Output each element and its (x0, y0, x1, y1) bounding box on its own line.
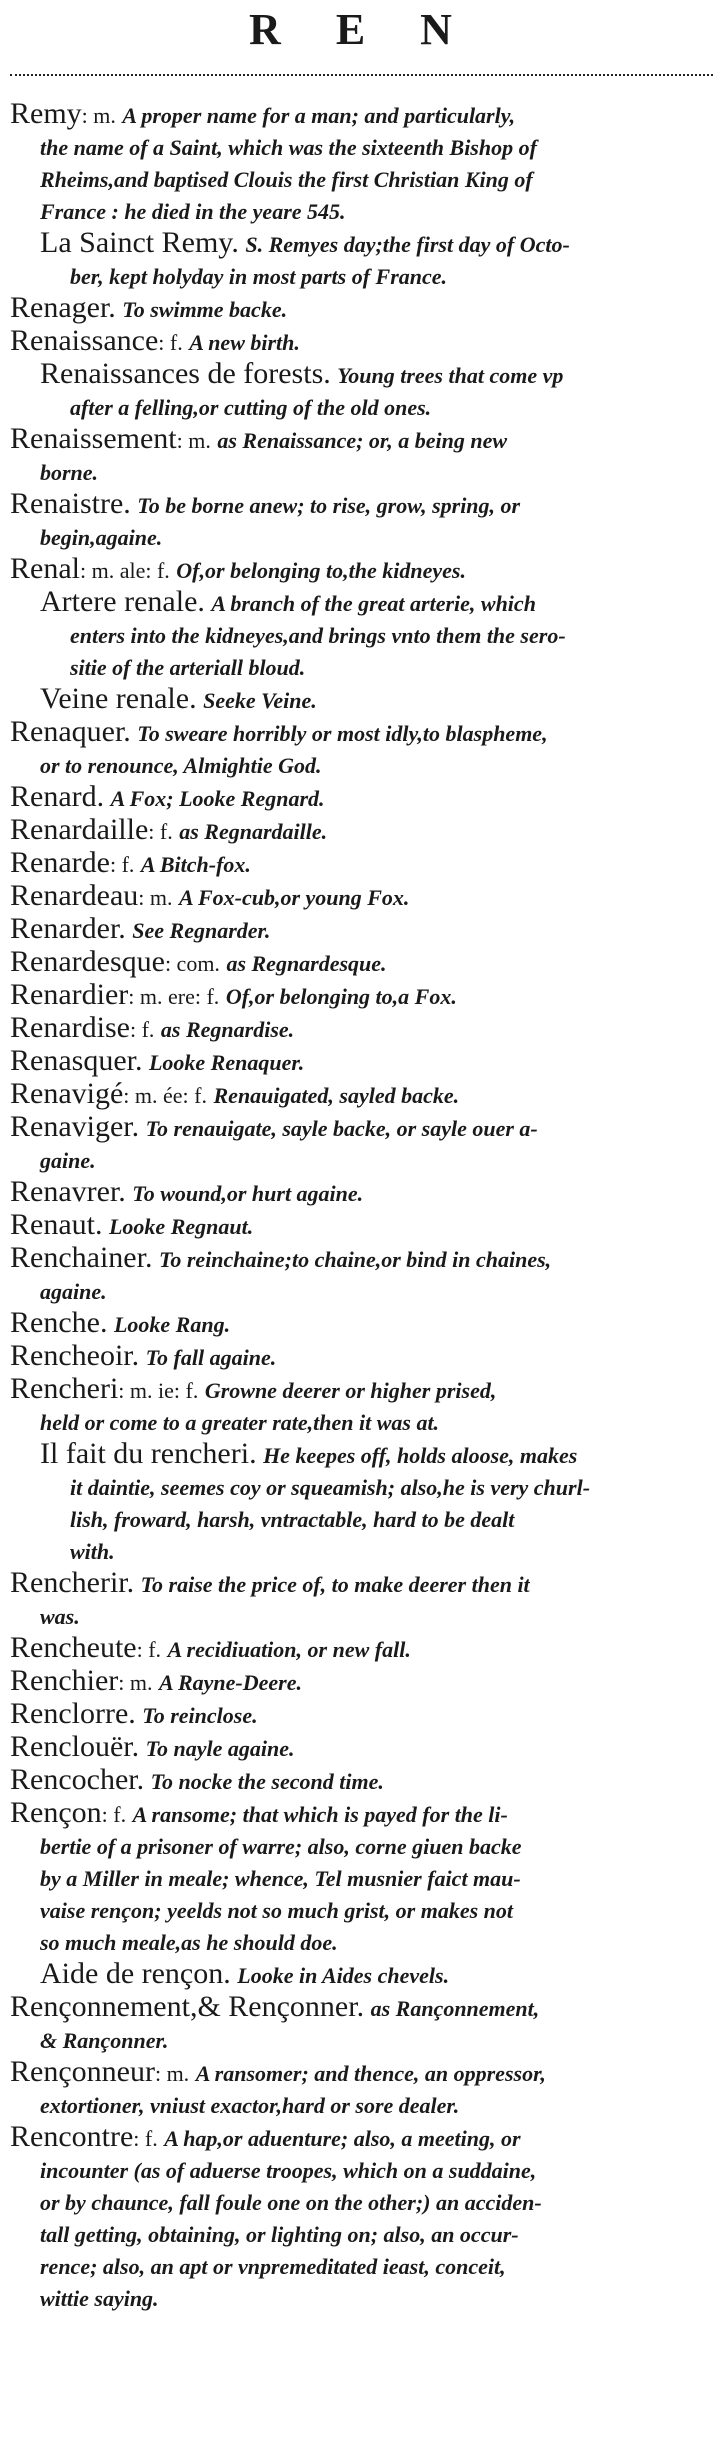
headword: Renager. (10, 291, 116, 324)
headword: Renard. (10, 780, 105, 813)
headword: Rençon (10, 1796, 102, 1829)
definition-text: it daintie, seemes coy or squeamish; also,he is very churl- (70, 1475, 591, 1500)
dictionary-entry (10, 781, 716, 814)
definition-text: A proper name for a man; and particularly, (122, 103, 516, 128)
definition-text: againe. (40, 1279, 107, 1304)
headword: Renardier (10, 978, 129, 1011)
headword: Renaissement (10, 422, 177, 455)
entry-continuation-line (10, 2282, 716, 2314)
entry-first-line (10, 716, 716, 749)
entry-first-line (40, 1438, 716, 1471)
dictionary-entry (10, 1731, 716, 1764)
definition-text: or by chaunce, fall foule one on the other;) an acciden- (40, 2190, 542, 2215)
entry-first-line (40, 227, 716, 260)
definition-text: as Rançonnement, (370, 1996, 540, 2021)
grammar-label: : m. (176, 428, 211, 453)
definition-text: after a felling,or cutting of the old ones. (70, 395, 432, 420)
entry-continuation-line (10, 2154, 716, 2186)
dictionary-entry (10, 814, 716, 847)
dictionary-entry (10, 847, 716, 880)
grammar-label: : m. (118, 1670, 153, 1695)
dictionary-entry (10, 1242, 716, 1307)
headword: Renasquer. (10, 1044, 143, 1077)
grammar-label: : f. (133, 2126, 158, 2151)
grammar-label: : m. ale: f. (79, 558, 170, 583)
headword: Rencontre (10, 2120, 134, 2153)
definition-text: To wound,or hurt againe. (132, 1181, 364, 1206)
definition-text: held or come to a greater rate,then it was at. (40, 1410, 440, 1435)
entry-first-line (10, 488, 716, 521)
entry-continuation-line (40, 391, 716, 423)
entry-first-line (10, 1111, 716, 1144)
definition-text: or to renounce, Almightie God. (40, 753, 322, 778)
grammar-label: : f. (129, 1017, 155, 1042)
headword: Renche. (10, 1306, 108, 1339)
headword: Artere renale. (40, 585, 205, 618)
entry-continuation-line (10, 2218, 716, 2250)
entry-first-line (10, 1209, 716, 1242)
definition-text: begin,againe. (40, 525, 163, 550)
definition-text: See Regnarder. (132, 918, 271, 943)
entry-continuation-line (40, 651, 716, 683)
dictionary-entry (10, 1567, 716, 1632)
definition-text: Young trees that come vp (337, 363, 564, 388)
entry-first-line (10, 1632, 716, 1665)
definition-text: To sweare horribly or most idly,to blaspheme, (137, 721, 548, 746)
definition-text: A branch of the great arterie, which (211, 591, 536, 616)
definition-text: tall getting, obtaining, or lighting on; also, an occur- (40, 2222, 519, 2247)
definition-text: as Regnardise. (160, 1017, 295, 1042)
definition-text: enters into the kidneyes,and brings vnto them the sero- (70, 623, 566, 648)
definition-text: A Fox; Looke Regnard. (110, 786, 325, 811)
dictionary-entry (10, 979, 716, 1012)
definition-text: Looke Rang. (113, 1312, 231, 1337)
grammar-label: : m. ie: f. (118, 1378, 199, 1403)
definition-text: incounter (as of aduerse troopes, which on a suddaine, (40, 2158, 537, 2183)
entry-continuation-line (10, 1894, 716, 1926)
definition-text: & Rançonner. (40, 2028, 169, 2053)
sub-entry (10, 683, 716, 716)
entry-continuation-line (10, 1144, 716, 1176)
sub-entry (10, 227, 716, 292)
entry-first-line (40, 358, 716, 391)
definition-text: A recidiuation, or new fall. (167, 1637, 411, 1662)
entry-continuation-line (10, 2089, 716, 2121)
entry-first-line (10, 880, 716, 913)
entry-first-line (10, 98, 716, 131)
dictionary-entry (10, 1209, 716, 1242)
entry-continuation-line (10, 1862, 716, 1894)
definition-text: To swimme backe. (122, 297, 288, 322)
entry-continuation-line (40, 619, 716, 651)
entry-first-line (10, 781, 716, 814)
definition-text: To raise the price of, to make deerer then it (140, 1572, 530, 1597)
dictionary-entry (10, 946, 716, 979)
definition-text: Looke Renaquer. (148, 1050, 305, 1075)
dictionary-entry (10, 1797, 716, 1958)
entry-continuation-line (10, 131, 716, 163)
entry-first-line (10, 292, 716, 325)
entry-first-line (10, 1307, 716, 1340)
page-header: R E N (249, 5, 474, 54)
headword: La Sainct Remy. (40, 226, 239, 259)
dictionary-entry (10, 1012, 716, 1045)
entry-continuation-line (10, 1406, 716, 1438)
headword: Rencocher. (10, 1763, 145, 1796)
entry-first-line (10, 553, 716, 586)
grammar-label: : m. ée: f. (123, 1083, 207, 1108)
headword: Rencheoir. (10, 1339, 140, 1372)
definition-text: with. (70, 1539, 115, 1564)
entry-first-line (10, 1078, 716, 1111)
headword: Renarder. (10, 912, 126, 945)
entry-first-line (10, 913, 716, 946)
header-rule (10, 74, 713, 76)
grammar-label: : m. (81, 103, 116, 128)
definition-text: wittie saying. (40, 2286, 159, 2311)
headword: Renardesque (10, 945, 165, 978)
definition-text: lish, froward, harsh, vntractable, hard to be dealt (70, 1507, 515, 1532)
sub-entry (10, 358, 716, 423)
dictionary-entry (10, 2121, 716, 2314)
definition-text: as Renaissance; or, a being new (217, 428, 508, 453)
sub-entry (10, 1958, 716, 1991)
dictionary-entry (10, 1045, 716, 1078)
dictionary-entry (10, 1340, 716, 1373)
dictionary-entry (10, 1373, 716, 1438)
headword: Renclorre. (10, 1697, 136, 1730)
headword: Renaut. (10, 1208, 103, 1241)
entry-first-line (10, 325, 716, 358)
entry-first-line (40, 1958, 716, 1991)
dictionary-entry (10, 716, 716, 781)
headword: Renclouër. (10, 1730, 140, 1763)
dictionary-entry (10, 488, 716, 553)
entry-first-line (40, 683, 716, 716)
definition-text: Looke Regnaut. (108, 1214, 254, 1239)
definition-text: To renauigate, sayle backe, or sayle ouer a- (145, 1116, 538, 1141)
entry-first-line (10, 946, 716, 979)
entry-first-line (10, 1045, 716, 1078)
headword: Rençonnement,& Rençonner. (10, 1990, 365, 2023)
headword: Rençonneur (10, 2055, 155, 2088)
headword: Renaviger. (10, 1110, 140, 1143)
definition-text: so much meale,as he should doe. (40, 1930, 338, 1955)
definition-text: Seeke Veine. (203, 688, 317, 713)
definition-text: To fall againe. (145, 1345, 277, 1370)
definition-text: gaine. (40, 1148, 96, 1173)
dictionary-entry (10, 1991, 716, 2056)
headword: Aide de rençon. (40, 1957, 231, 1990)
headword: Renaissance (10, 324, 159, 357)
headword: Renarde (10, 846, 110, 879)
headword: Rencherir. (10, 1566, 135, 1599)
definition-text: A Fox-cub,or young Fox. (179, 885, 410, 910)
dictionary-entry (10, 1632, 716, 1665)
dictionary-entry (10, 423, 716, 488)
entry-continuation-line (10, 1275, 716, 1307)
entry-continuation-line (10, 195, 716, 227)
entry-first-line (10, 1242, 716, 1275)
headword: Renchainer. (10, 1241, 153, 1274)
definition-text: A ransome; that which is payed for the li- (132, 1802, 508, 1827)
dictionary-entry (10, 1307, 716, 1340)
grammar-label: : m. ere: f. (128, 984, 220, 1009)
entry-first-line (10, 1991, 716, 2024)
entry-first-line (10, 423, 716, 456)
grammar-label: : f. (158, 330, 183, 355)
definition-text: Looke in Aides chevels. (237, 1963, 450, 1988)
sub-entry (10, 1438, 716, 1567)
definition-text: ber, kept holyday in most parts of France. (70, 264, 448, 289)
dictionary-entry (10, 98, 716, 227)
headword: Renchier (10, 1664, 119, 1697)
entry-first-line (10, 1731, 716, 1764)
headword: Veine renale. (40, 682, 197, 715)
headword: Renaistre. (10, 487, 131, 520)
headword: Remy (10, 97, 82, 130)
headword: Renardeau (10, 879, 139, 912)
entry-first-line (10, 1698, 716, 1731)
dictionary-entry (10, 913, 716, 946)
definition-text: A ransomer; and thence, an oppressor, (195, 2061, 546, 2086)
grammar-label: : f. (109, 852, 135, 877)
grammar-label: : m. (138, 885, 173, 910)
headword: Rencheute (10, 1631, 137, 1664)
grammar-label: : f. (148, 819, 173, 844)
definition-text: A Rayne-Deere. (159, 1670, 302, 1695)
definition-text: rence; also, an apt or vnpremeditated ieast, conceit, (40, 2254, 506, 2279)
entry-continuation-line (10, 749, 716, 781)
definition-text: sitie of the arteriall bloud. (70, 655, 306, 680)
grammar-label: : m. (154, 2061, 190, 2086)
definition-text: He keepes off, holds aloose, makes (263, 1443, 578, 1468)
dictionary-entry (10, 292, 716, 325)
dictionary-entry (10, 1698, 716, 1731)
entry-first-line (10, 1764, 716, 1797)
entry-first-line (10, 1340, 716, 1373)
definition-text: borne. (40, 460, 99, 485)
entry-first-line (10, 1012, 716, 1045)
entry-first-line (10, 979, 716, 1012)
entry-continuation-line (10, 2250, 716, 2282)
entry-first-line (10, 1797, 716, 1830)
entry-first-line (10, 1176, 716, 1209)
entry-first-line (10, 1373, 716, 1406)
definition-text: A Bitch-fox. (140, 852, 251, 877)
entry-continuation-line (10, 1926, 716, 1958)
entry-continuation-line (10, 1600, 716, 1632)
definition-text: the name of a Saint, which was the sixteenth Bishop of (40, 135, 537, 160)
entry-first-line (40, 586, 716, 619)
entry-continuation-line (10, 163, 716, 195)
sub-entry (10, 586, 716, 683)
dictionary-entry (10, 553, 716, 586)
definition-text: To nayle againe. (145, 1736, 295, 1761)
entry-first-line (10, 2121, 716, 2154)
entry-continuation-line (10, 2024, 716, 2056)
entry-first-line (10, 1567, 716, 1600)
entry-first-line (10, 2056, 716, 2089)
definition-text: Renauigated, sayled backe. (213, 1083, 460, 1108)
entry-first-line (10, 814, 716, 847)
definition-text: Of,or belonging to,a Fox. (225, 984, 457, 1009)
dictionary-entry (10, 880, 716, 913)
definition-text: as Regnardesque. (226, 951, 387, 976)
definition-text: Of,or belonging to,the kidneyes. (176, 558, 466, 583)
definition-text: France : he died in the yeare 545. (40, 199, 346, 224)
headword: Il fait du rencheri. (40, 1437, 257, 1470)
grammar-label: : com. (164, 951, 220, 976)
entry-first-line (10, 847, 716, 880)
dictionary-entry (10, 1665, 716, 1698)
dictionary-entry (10, 1176, 716, 1209)
definition-text: bertie of a prisoner of warre; also, corne giuen backe (40, 1834, 522, 1859)
entry-continuation-line (40, 1471, 716, 1503)
definition-text: To reinchaine;to chaine,or bind in chaines, (158, 1247, 552, 1272)
headword: Renal (10, 552, 80, 585)
headword: Rencheri (10, 1372, 119, 1405)
dictionary-entry (10, 1111, 716, 1176)
entry-continuation-line (10, 521, 716, 553)
headword: Renardaille (10, 813, 149, 846)
entry-continuation-line (40, 1535, 716, 1567)
entry-continuation-line (40, 260, 716, 292)
definition-text: was. (40, 1604, 80, 1629)
definition-text: A new birth. (189, 330, 300, 355)
definition-text: Growne deerer or higher prised, (204, 1378, 497, 1403)
entry-list (10, 98, 716, 2314)
dictionary-entry (10, 2056, 716, 2121)
dictionary-entry (10, 1078, 716, 1111)
entry-continuation-line (10, 456, 716, 488)
entry-continuation-line (40, 1503, 716, 1535)
definition-text: extortioner, vniust exactor,hard or sore dealer. (40, 2093, 460, 2118)
headword: Renaissances de forests. (40, 357, 331, 390)
definition-text: as Regnardaille. (179, 819, 328, 844)
definition-text: To be borne anew; to rise, grow, spring, or (137, 493, 521, 518)
headword: Renardise (10, 1011, 130, 1044)
definition-text: A hap,or aduenture; also, a meeting, or (164, 2126, 521, 2151)
headword: Renaquer. (10, 715, 131, 748)
dictionary-entry (10, 325, 716, 358)
headword: Renavigé (10, 1077, 124, 1110)
definition-text: To nocke the second time. (150, 1769, 384, 1794)
definition-text: To reinclose. (142, 1703, 258, 1728)
dictionary-entry (10, 1764, 716, 1797)
entry-continuation-line (10, 1830, 716, 1862)
definition-text: vaise rençon; yeelds not so much grist, or makes not (40, 1898, 514, 1923)
entry-first-line (10, 1665, 716, 1698)
definition-text: Rheims,and baptised Clouis the first Christian King of (40, 167, 533, 192)
definition-text: by a Miller in meale; whence, Tel musnier faict mau- (40, 1866, 521, 1891)
entry-continuation-line (10, 2186, 716, 2218)
grammar-label: : f. (136, 1637, 162, 1662)
definition-text: S. Remyes day;the first day of Octo- (245, 232, 570, 257)
headword: Renavrer. (10, 1175, 126, 1208)
grammar-label: : f. (101, 1802, 127, 1827)
